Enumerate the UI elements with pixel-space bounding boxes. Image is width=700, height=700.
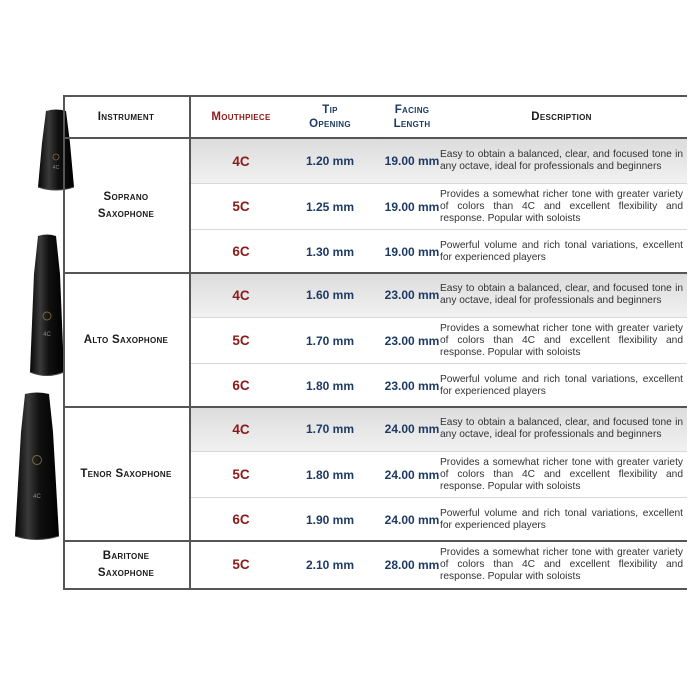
- description-text: Easy to obtain a balanced, clear, and focused tone in any octave, ideal for professionals and beginners: [440, 417, 683, 440]
- table-row: [191, 183, 687, 229]
- alto-mouthpiece-icon: [26, 234, 68, 378]
- tip-opening-value: 1.25 mm: [305, 199, 355, 214]
- description-text: Provides a somewhat richer tone with greater variety of colors than 4C and excellent flexibility and response. Popular with soloists: [440, 456, 683, 492]
- svg-text:4C: 4C: [52, 165, 60, 171]
- description-text: Provides a somewhat richer tone with greater variety of colors than 4C and excellent flexibility and response. Popular with soloists: [440, 322, 683, 358]
- mouthpiece-value: 4C: [232, 421, 250, 437]
- mouthpiece-value: 5C: [232, 557, 250, 572]
- facing-length-value: 23.00 mm: [384, 378, 440, 393]
- tip-opening-value: 1.80 mm: [305, 467, 355, 482]
- table-row: [191, 541, 687, 588]
- mouthpiece-value: 6C: [232, 244, 250, 259]
- table-row: [191, 363, 687, 407]
- facing-length-value: 19.00 mm: [384, 154, 440, 168]
- tenor-mouthpiece-icon: [11, 392, 63, 542]
- facing-length-value: 23.00 mm: [384, 288, 440, 302]
- table-row: [191, 229, 687, 273]
- instrument-alto: Alto Saxophone: [83, 333, 169, 346]
- facing-length-value: 19.00 mm: [384, 199, 440, 214]
- table-row: [191, 139, 687, 183]
- description-text: Powerful volume and rich tonal variations, excellent for experienced players: [440, 373, 683, 397]
- header-facing-length: Facing Length: [393, 104, 431, 130]
- instrument-soprano: Soprano Saxophone: [97, 191, 155, 220]
- table-row: [191, 317, 687, 363]
- table-row: [191, 407, 687, 451]
- tip-opening-value: 1.80 mm: [305, 378, 355, 393]
- table-bottom-border: [63, 588, 687, 590]
- svg-text:4C: 4C: [43, 332, 51, 338]
- group-divider: [63, 272, 687, 274]
- column-divider: [189, 95, 191, 590]
- header-instrument: Instrument: [97, 111, 155, 123]
- mouthpiece-value: 4C: [232, 153, 250, 169]
- group-divider: [63, 540, 687, 542]
- svg-text:4C: 4C: [33, 494, 41, 500]
- mouthpiece-value: 5C: [232, 333, 250, 348]
- facing-length-value: 23.00 mm: [384, 333, 440, 348]
- description-text: Provides a somewhat richer tone with greater variety of colors than 4C and excellent flexibility and response. Popular with soloists: [440, 546, 683, 582]
- header-tip-opening: Tip Opening: [309, 104, 351, 130]
- mouthpiece-value: 6C: [232, 378, 250, 393]
- header-divider: [63, 137, 687, 139]
- tip-opening-value: 1.20 mm: [305, 154, 355, 168]
- description-text: Easy to obtain a balanced, clear, and focused tone in any octave, ideal for professionals and beginners: [440, 283, 683, 306]
- tip-opening-value: 1.90 mm: [305, 512, 355, 527]
- table-row: [191, 273, 687, 317]
- tip-opening-value: 2.10 mm: [305, 557, 355, 572]
- table-row: [191, 451, 687, 497]
- facing-length-value: 24.00 mm: [384, 422, 440, 436]
- facing-length-value: 24.00 mm: [384, 467, 440, 482]
- group-divider: [63, 406, 687, 408]
- facing-length-value: 28.00 mm: [384, 557, 440, 572]
- description-text: Powerful volume and rich tonal variations, excellent for experienced players: [440, 239, 683, 263]
- mouthpiece-value: 5C: [232, 467, 250, 482]
- tip-opening-value: 1.70 mm: [305, 422, 355, 436]
- table-row: [191, 497, 687, 541]
- instrument-baritone: Baritone Saxophone: [97, 549, 155, 579]
- description-text: Powerful volume and rich tonal variations, excellent for experienced players: [440, 507, 683, 531]
- mouthpiece-value: 5C: [232, 199, 250, 214]
- mouthpiece-value: 6C: [232, 512, 250, 527]
- header-description: Description: [531, 111, 592, 123]
- facing-length-value: 19.00 mm: [384, 244, 440, 259]
- tip-opening-value: 1.60 mm: [305, 288, 355, 302]
- description-text: Provides a somewhat richer tone with greater variety of colors than 4C and excellent flexibility and response. Popular with soloists: [440, 188, 683, 224]
- description-text: Easy to obtain a balanced, clear, and focused tone in any octave, ideal for professionals and beginners: [440, 149, 683, 172]
- mouthpiece-value: 4C: [232, 287, 250, 303]
- instrument-tenor: Tenor Saxophone: [80, 467, 172, 480]
- tip-opening-value: 1.30 mm: [305, 244, 355, 259]
- tip-opening-value: 1.70 mm: [305, 333, 355, 348]
- mouthpiece-chart: [63, 95, 687, 590]
- table-left-border: [63, 95, 65, 590]
- table-top-border: [63, 95, 687, 97]
- header-mouthpiece: Mouthpiece: [211, 111, 271, 123]
- facing-length-value: 24.00 mm: [384, 512, 440, 527]
